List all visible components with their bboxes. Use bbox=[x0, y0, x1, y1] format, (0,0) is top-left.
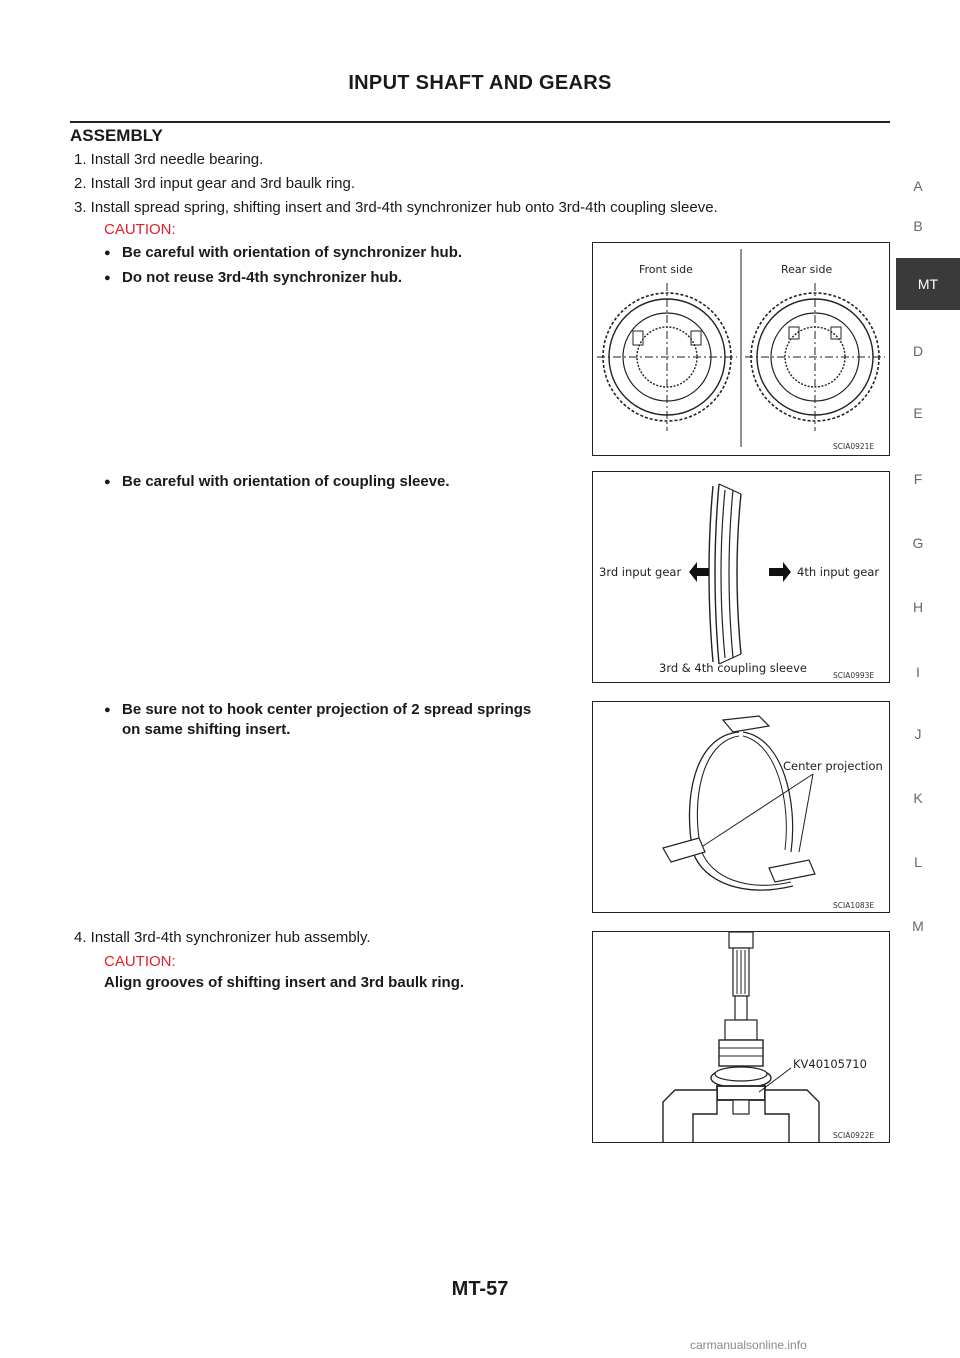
spread-spring-drawing bbox=[663, 716, 815, 890]
fig3-label-center: Center projection bbox=[783, 759, 883, 773]
watermark: carmanualsonline.info bbox=[690, 1338, 807, 1352]
fig4-code: SCIA0922E bbox=[833, 1131, 875, 1140]
page-number: MT-57 bbox=[451, 1278, 509, 1300]
bullet-spread-springs: ● Be sure not to hook center projection of 2 spread springs bbox=[104, 701, 532, 718]
bullet-icon: ● bbox=[104, 476, 111, 488]
arrow-right-icon bbox=[769, 562, 791, 582]
side-index-i[interactable]: I bbox=[916, 664, 920, 680]
press-assembly-drawing bbox=[663, 932, 819, 1142]
arrow-left-icon bbox=[689, 562, 709, 582]
bullet-hub-orientation: ● Be careful with orientation of synchronizer hub. bbox=[104, 244, 463, 261]
figure-synchronizer-hub bbox=[592, 242, 890, 456]
fig2-label-sleeve: 3rd & 4th coupling sleeve bbox=[659, 661, 807, 675]
side-index-f[interactable]: F bbox=[913, 471, 923, 487]
side-index-e[interactable]: E bbox=[913, 405, 923, 421]
section-heading: ASSEMBLY bbox=[70, 126, 163, 145]
bullet-icon: ● bbox=[104, 247, 111, 259]
step-1: 1. Install 3rd needle bearing. bbox=[74, 151, 264, 168]
bullet-icon: ● bbox=[104, 704, 111, 716]
caution-text-step4: Align grooves of shifting insert and 3rd baulk ring. bbox=[104, 974, 465, 991]
side-index-l[interactable]: L bbox=[914, 854, 922, 870]
side-index-j[interactable]: J bbox=[914, 726, 922, 742]
side-index-d[interactable]: D bbox=[912, 343, 924, 359]
page-title: INPUT SHAFT AND GEARS bbox=[348, 72, 612, 94]
fig4-label-tool: KV40105710 bbox=[793, 1057, 867, 1071]
side-index-b[interactable]: B bbox=[913, 218, 923, 234]
fig1-label-front: Front side bbox=[639, 263, 693, 276]
caution-label-step4: CAUTION: bbox=[104, 953, 176, 970]
step-3: 3. Install spread spring, shifting insert and 3rd-4th synchronizer hub onto 3rd-4th coupling sleeve. bbox=[74, 199, 718, 216]
fig2-code: SCIA0993E bbox=[833, 671, 875, 680]
coupling-sleeve-drawing bbox=[709, 484, 741, 664]
figure-hub-assembly bbox=[592, 931, 890, 1143]
caution-label: CAUTION: bbox=[104, 221, 176, 238]
figure-coupling-sleeve bbox=[592, 471, 890, 683]
rear-hub-drawing bbox=[745, 283, 885, 431]
leader-line bbox=[799, 774, 813, 852]
bullet-sleeve-orientation: ● Be careful with orientation of coupling sleeve. bbox=[104, 473, 450, 490]
front-hub-drawing bbox=[597, 283, 737, 431]
side-index-k[interactable]: K bbox=[913, 790, 923, 806]
fig1-label-rear: Rear side bbox=[781, 263, 833, 276]
fig2-label-4th: 4th input gear bbox=[797, 565, 880, 579]
figure-spread-springs bbox=[592, 701, 890, 913]
fig3-code: SCIA1083E bbox=[833, 901, 875, 910]
bullet-icon: ● bbox=[104, 272, 111, 284]
step-2: 2. Install 3rd input gear and 3rd baulk ring. bbox=[74, 175, 356, 192]
bullet-no-reuse: ● Do not reuse 3rd-4th synchronizer hub. bbox=[104, 269, 403, 286]
fig2-label-3rd: 3rd input gear bbox=[599, 565, 682, 579]
step-4: 4. Install 3rd-4th synchronizer hub assembly. bbox=[74, 929, 371, 946]
leader-line bbox=[703, 774, 813, 846]
side-index-g[interactable]: G bbox=[912, 535, 924, 551]
side-index-m[interactable]: M bbox=[912, 918, 924, 934]
side-index-mt-active[interactable]: MT bbox=[896, 258, 960, 310]
fig1-code: SCIA0921E bbox=[833, 442, 875, 451]
bullet-spread-springs-cont: on same shifting insert. bbox=[122, 721, 291, 738]
title-rule bbox=[70, 121, 890, 123]
side-index-h[interactable]: H bbox=[912, 599, 924, 615]
side-index-a[interactable]: A bbox=[913, 178, 923, 194]
